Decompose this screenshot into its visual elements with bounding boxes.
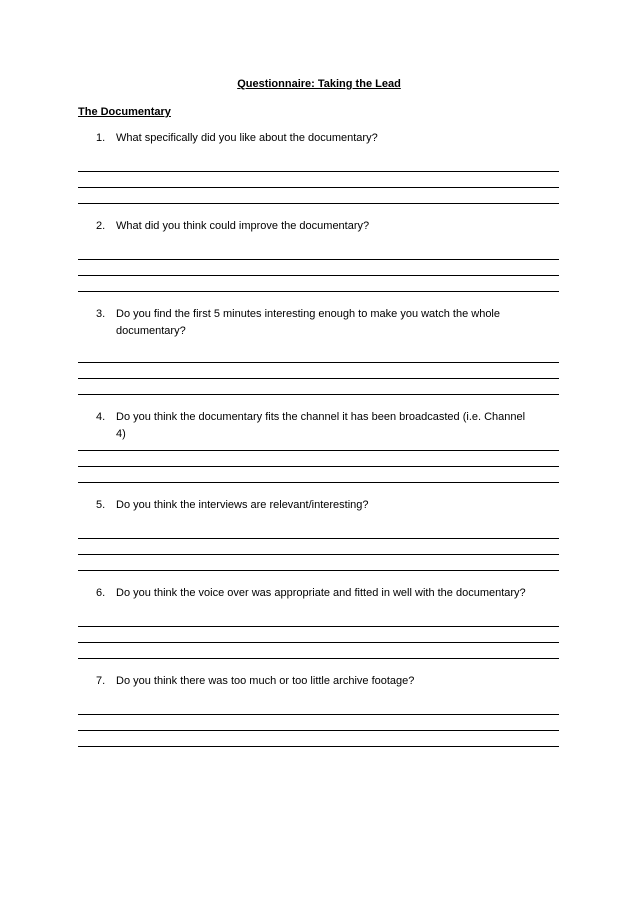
- question-number: 2.: [96, 220, 106, 232]
- question-number: 5.: [96, 499, 106, 511]
- answer-line[interactable]: [78, 171, 559, 172]
- answer-line[interactable]: [78, 746, 559, 747]
- answer-line[interactable]: [78, 362, 559, 363]
- question-number: 1.: [96, 132, 106, 144]
- question-number: 4.: [96, 411, 106, 423]
- answer-line[interactable]: [78, 554, 559, 555]
- question-item: [96, 409, 536, 443]
- question-item: [96, 130, 536, 147]
- answer-line[interactable]: [78, 570, 559, 571]
- answer-line[interactable]: [78, 450, 559, 451]
- answer-line[interactable]: [78, 378, 559, 379]
- page-title: Questionnaire: Taking the Lead: [237, 78, 401, 90]
- question-item: [96, 497, 536, 514]
- question-item: [96, 218, 536, 235]
- answer-line[interactable]: [78, 642, 559, 643]
- question-number: 3.: [96, 308, 106, 320]
- question-text: Do you think the documentary fits the channel it has been broadcasted (i.e. Channel 4): [116, 411, 526, 440]
- answer-line[interactable]: [78, 466, 559, 467]
- question-text: Do you think there was too much or too little archive footage?: [116, 675, 415, 687]
- question-item: [96, 585, 536, 602]
- answer-line[interactable]: [78, 538, 559, 539]
- question-item: [96, 673, 536, 690]
- answer-line[interactable]: [78, 203, 559, 204]
- answer-line[interactable]: [78, 482, 559, 483]
- answer-line[interactable]: [78, 658, 559, 659]
- question-text: What specifically did you like about the documentary?: [116, 132, 378, 144]
- question-number: 7.: [96, 675, 106, 687]
- answer-line[interactable]: [78, 394, 559, 395]
- question-text: Do you find the first 5 minutes interesting enough to make you watch the whole documentary?: [116, 308, 500, 337]
- answer-line[interactable]: [78, 187, 559, 188]
- answer-line[interactable]: [78, 275, 559, 276]
- answer-line[interactable]: [78, 291, 559, 292]
- question-text: Do you think the voice over was appropriate and fitted in well with the documentary?: [116, 587, 526, 599]
- question-item: [96, 306, 536, 340]
- answer-line[interactable]: [78, 730, 559, 731]
- question-text: Do you think the interviews are relevant/interesting?: [116, 499, 369, 511]
- section-heading: The Documentary: [78, 106, 171, 118]
- question-text: What did you think could improve the documentary?: [116, 220, 370, 232]
- answer-line[interactable]: [78, 259, 559, 260]
- answer-line[interactable]: [78, 626, 559, 627]
- question-number: 6.: [96, 587, 106, 599]
- answer-line[interactable]: [78, 714, 559, 715]
